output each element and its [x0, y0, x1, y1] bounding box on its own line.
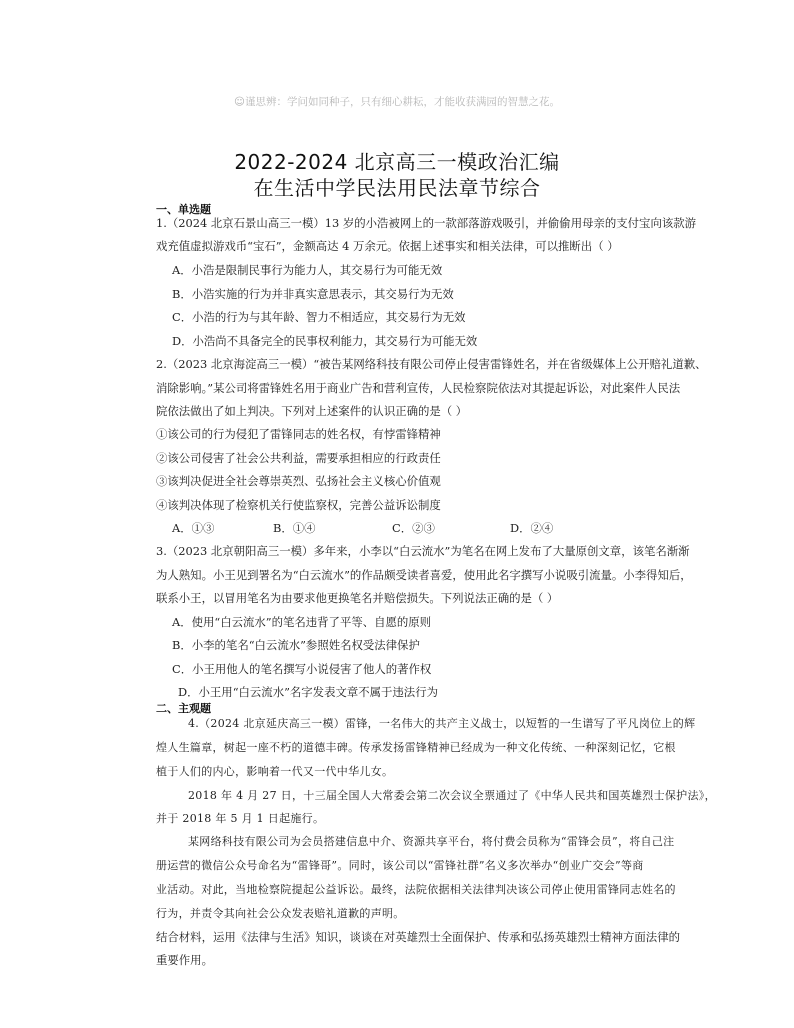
question-2-option-c: C．②③ [392, 521, 435, 535]
question-4-paragraph: 册运营的微信公众号命名为“雷锋哥”。同时，该公司以“雷锋社群”名义多次举办“创业广交会”等商 [156, 859, 644, 872]
question-4-paragraph: 煌人生篇章，树起一座不朽的道德丰碑。传承发扬雷锋精神已经成为一种文化传统、一种深刻记忆，它根 [156, 741, 676, 754]
question-3-option-a: A．使用“白云流水”的笔名违背了平等、自愿的原则 [172, 615, 432, 629]
question-2-option-d: D．②④ [510, 521, 554, 535]
question-3-option-d: D．小王用“白云流水”名字发表文章不属于违法行为 [178, 685, 438, 699]
question-2-item-2: ②该公司侵害了社会公共利益，需要承担相应的行政责任 [156, 451, 441, 465]
question-3-stem: 联系小王，以冒用笔名为由要求他更换笔名并赔偿损失。下列说法正确的是（ ） [156, 591, 559, 605]
question-3-stem: 为人熟知。小王见到署名为“白云流水”的作品颇受读者喜爱，使用此名字撰写小说吸引流量。小李得知后， [156, 568, 692, 582]
question-2-stem: 2.（2023 北京海淀高三一模）“被告某网络科技有限公司停止侵害雷锋姓名，并在省级媒体上公开赔礼道歉、 [156, 357, 707, 371]
question-2-item-4: ④该判决体现了检察机关行使监察权，完善公益诉讼制度 [156, 498, 441, 512]
question-4-task: 结合材料，运用《法律与生活》知识，谈谈在对英雄烈士全面保护、传承和弘扬英雄烈士精神方面法律的 [156, 930, 680, 944]
question-4-paragraph: 植于人们的内心，影响着一代又一代中华儿女。 [156, 765, 394, 778]
question-4-paragraph: 业活动。对此，当地检察院提起公益诉讼。最终，法院依据相关法律判决该公司停止使用雷锋同志姓名的 [156, 883, 676, 896]
document-subtitle: 在生活中学民法用民法章节综合 [253, 176, 541, 200]
question-3-option-c: C．小王用他人的笔名撰写小说侵害了他人的著作权 [172, 662, 432, 676]
section-heading-subjective: 二、主观题 [156, 702, 211, 715]
question-1-option-c: C．小浩的行为与其年龄、智力不相适应，其交易行为无效 [172, 310, 466, 324]
question-3-stem: 3.（2023 北京朝阳高三一模）多年来，小李以“白云流水”为笔名在网上发布了大量原创文章，该笔名渐渐 [156, 544, 690, 558]
question-4-paragraph: 某网络科技有限公司为会员搭建信息中介、资源共享平台，将付费会员称为“雷锋会员”，将自己注 [188, 835, 675, 848]
question-1-option-d: D．小浩尚不具备完全的民事权利能力，其交易行为可能无效 [172, 334, 478, 348]
question-1-stem: 戏充值虚拟游戏币“宝石”，金额高达 4 万余元。依据上述事实和相关法律，可以推断出（ ） [156, 239, 619, 253]
question-4-paragraph: 行为，并责令其向社会公众发表赔礼道歉的声明。 [156, 907, 405, 920]
question-2-option-a: A．①③ [172, 521, 215, 535]
document-title: 2022-2024 北京高三一模政治汇编 [234, 150, 560, 174]
section-heading-single-choice: 一、单选题 [156, 203, 211, 216]
question-2-stem: 消除影响。”某公司将雷锋姓名用于商业广告和营利宣传，人民检察院依法对其提起诉讼，对此案件人民法 [156, 381, 681, 395]
question-4-paragraph: 2018 年 4 月 27 日，十三届全国人大常委会第二次会议全票通过了《中华人民共和国英雄烈士保护法》， [188, 789, 716, 802]
question-1-stem: 1.（2024 北京石景山高三一模）13 岁的小浩被网上的一款部落游戏吸引，并偷偷用母亲的支付宝向该款游 [156, 216, 697, 230]
watermark-text: ☺谨思辨：学问如同种子，只有细心耕耘，才能收获满园的智慧之花。 [234, 96, 560, 108]
question-2-option-b: B．①④ [273, 521, 316, 535]
question-1-option-a: A．小浩是限制民事行为能力人，其交易行为可能无效 [172, 263, 443, 277]
question-4-paragraph: 4.（2024 北京延庆高三一模）雷锋，一名伟大的共产主义战士，以短暂的一生谱写了平凡岗位上的辉 [188, 717, 696, 730]
question-3-option-b: B．小李的笔名“白云流水”参照姓名权受法律保护 [172, 638, 420, 652]
question-2-stem: 院依法做出了如上判决。下列对上述案件的认识正确的是（ ） [156, 404, 468, 418]
question-2-item-3: ③该判决促进全社会尊崇英烈、弘扬社会主义核心价值观 [156, 474, 441, 488]
question-1-option-b: B．小浩实施的行为并非真实意思表示，其交易行为无效 [172, 287, 454, 301]
question-4-paragraph: 并于 2018 年 5 月 1 日起施行。 [156, 812, 325, 825]
question-2-item-1: ①该公司的行为侵犯了雷锋同志的姓名权，有悖雷锋精神 [156, 427, 441, 441]
question-4-task: 重要作用。 [156, 953, 213, 967]
